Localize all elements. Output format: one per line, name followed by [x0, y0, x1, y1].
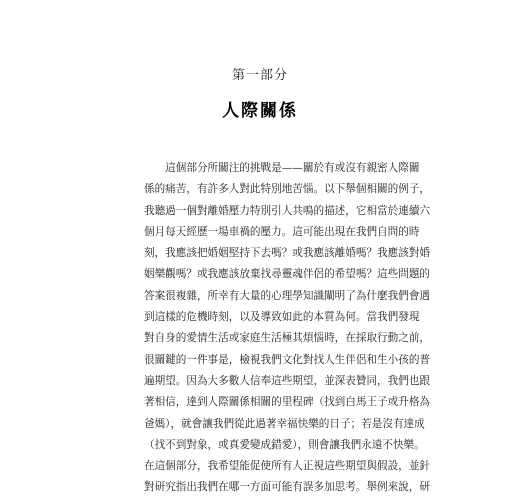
body-paragraph: [144, 158, 431, 499]
text-line: 爸媽），就會讓我們從此過著幸福快樂的日子；若是沒有達成: [144, 417, 425, 430]
text-line: 這個部分所關注的挑戰是——關於有或沒有親密人際關: [144, 162, 420, 174]
text-line: 很關鍵的一件事是，檢視我們文化對找人生伴侶和生小孩的普: [144, 353, 431, 366]
text-line: 對自身的愛情生活或家庭生活極其煩惱時，在採取行動之前，: [144, 332, 431, 345]
part-label: 第一部分: [231, 68, 288, 83]
text-line: 答案很複雜，所幸有大量的心理學知識闡明了為什麼我們會遇: [144, 289, 431, 302]
text-line: 刻，我應該把婚姻堅持下去嗎？或我應該離婚嗎？我應該對婚: [144, 247, 431, 260]
text-line: 姻樂觀嗎？或我應該放棄找尋靈魂伴侶的希望嗎？這些問題的: [144, 268, 431, 281]
text-line: 著相信，達到人際關係相關的里程碑（找到白馬王子或升格為: [144, 396, 431, 409]
text-line: 我聽過一個對離婚壓力特別引人共鳴的描述，它相當於連續六: [144, 204, 431, 217]
text-line: 對研究指出我們在哪一方面可能有誤多加思考。舉例來說，研: [144, 481, 431, 494]
text-line: 係的痛苦，有許多人對此特別地苦惱。以下舉個相關的例子，: [144, 183, 431, 196]
chapter-title: 人際關係: [222, 101, 298, 121]
text-line: （找不到對象，或真愛變成錯愛），則會讓我們永遠不快樂。: [144, 438, 425, 451]
text-line: 到這樣的危機時刻，以及導致如此的本質為何。當我們發現: [144, 311, 420, 324]
text-line: 個月每天經歷一場車禍的壓力。這可能出現在我們自問的時: [144, 225, 420, 238]
text-line: 在這個部分，我希望能促使所有人正視這些期望與假設，並針: [144, 460, 431, 473]
text-line: 遍期望。因為大多數人信奉這些期望，並深表贊同，我們也跟: [144, 374, 431, 387]
